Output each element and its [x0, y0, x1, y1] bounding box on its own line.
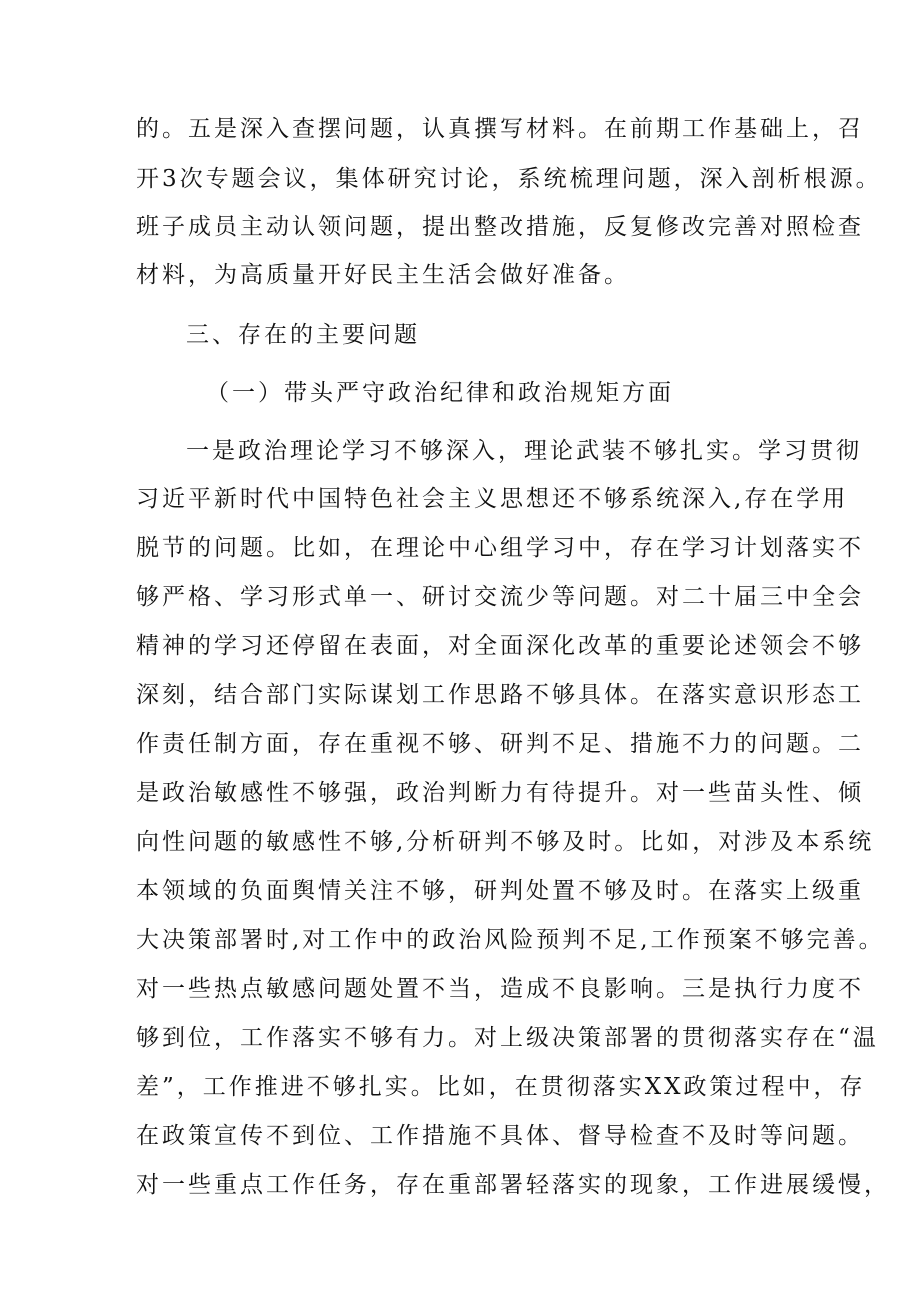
paragraph-line: 对一些重点工作任务，存在重部署轻落实的现象，工作进展缓慢，: [136, 1172, 890, 1198]
paragraph-line: 是政治敏感性不够强，政治判断力有待提升。对一些苗头性、倾: [136, 780, 864, 806]
paragraph-line: 的。五是深入查摆问题，认真撰写材料。在前期工作基础上，召: [136, 116, 864, 142]
section-heading: 三、存在的主要问题: [186, 322, 420, 348]
paragraph-line: 班子成员主动认领问题，提出整改措施，反复修改完善对照检查: [136, 214, 864, 240]
paragraph-line: 够严格、学习形式单一、研讨交流少等问题。对二十届三中全会: [136, 584, 864, 610]
paragraph-line: 精神的学习还停留在表面，对全面深化改革的重要论述领会不够: [136, 633, 864, 659]
paragraph-line: 习近平新时代中国特色社会主义思想还不够系统深入,存在学用: [136, 486, 849, 512]
paragraph-line: 材料，为高质量开好民主生活会做好准备。: [136, 262, 630, 288]
paragraph-line: 大决策部署时,对工作中的政治风险预判不足,工作预案不够完善。: [136, 927, 885, 953]
paragraph-line: 作责任制方面，存在重视不够、研判不足、措施不力的问题。二: [136, 731, 864, 757]
sub-heading: （一）带头严守政治纪律和政治规矩方面: [206, 380, 674, 406]
paragraph-line: 脱节的问题。比如，在理论中心组学习中，存在学习计划落实不: [136, 535, 864, 561]
paragraph-line: 向性问题的敏感性不够,分析研判不够及时。比如，对涉及本系统: [136, 829, 875, 855]
paragraph-line: 本领域的负面舆情关注不够，研判处置不够及时。在落实上级重: [136, 878, 864, 904]
paragraph-line: 开3次专题会议，集体研究讨论，系统梳理问题，深入剖析根源。: [136, 166, 882, 192]
paragraph-line: 对一些热点敏感问题处置不当，造成不良影响。三是执行力度不: [136, 976, 864, 1002]
paragraph-line: 深刻，结合部门实际谋划工作思路不够具体。在落实意识形态工: [136, 682, 864, 708]
paragraph-line: 够到位，工作落实不够有力。对上级决策部署的贯彻落实存在“温: [136, 1025, 879, 1051]
paragraph-line: 一是政治理论学习不够深入，理论武装不够扎实。学习贯彻: [186, 438, 862, 464]
paragraph-line: 在政策宣传不到位、工作措施不具体、督导检查不及时等问题。: [136, 1123, 864, 1149]
paragraph-line: 差”，工作推进不够扎实。比如，在贯彻落实XX政策过程中，存: [136, 1074, 866, 1100]
